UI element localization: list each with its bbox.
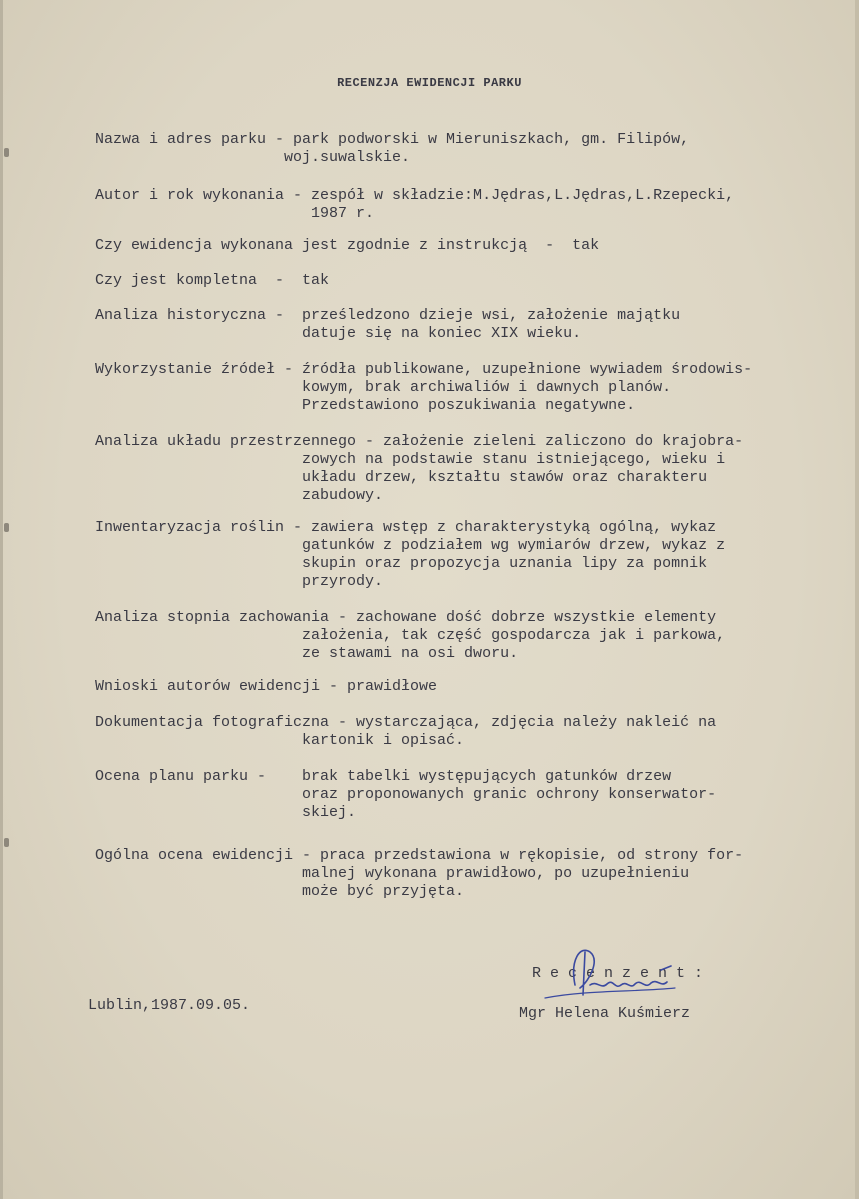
- entry-line: Ocena planu parku - brak tabelki występujących gatunków drzew: [95, 768, 672, 785]
- page-right-edge: [855, 0, 859, 1199]
- entry-line: Analiza stopnia zachowania - zachowane dość dobrze wszystkie elementy: [95, 609, 717, 626]
- entry-line: malnej wykonana prawidłowo, po uzupełnieniu: [95, 865, 690, 882]
- entry-line: skupin oraz propozycja uznania lipy za pomnik: [95, 555, 708, 572]
- handwritten-signature: [535, 940, 695, 1010]
- entry-line: kowym, brak archiwaliów i dawnych planów.: [95, 379, 672, 396]
- entry-line: może być przyjęta.: [95, 883, 465, 900]
- entry-line: Wnioski autorów ewidencji - prawidłowe: [95, 678, 438, 695]
- entry-line: gatunków z podziałem wg wymiarów drzew, wykaz z: [95, 537, 726, 554]
- entry-line: Czy jest kompletna - tak: [95, 272, 330, 289]
- entry-line: Czy ewidencja wykonana jest zgodnie z instrukcją - tak: [95, 237, 600, 254]
- entry-line: Autor i rok wykonania - zespół w składzie:M.Jędras,L.Jędras,L.Rzepecki,: [95, 187, 735, 204]
- entry-line: Analiza historyczna - prześledzono dzieje wsi, założenie majątku: [95, 307, 681, 324]
- entry-line: Nazwa i adres parku - park podworski w Mieruniszkach, gm. Filipów,: [95, 131, 690, 148]
- entry-line: założenia, tak część gospodarcza jak i parkowa,: [95, 627, 726, 644]
- entry-line: Inwentaryzacja roślin - zawiera wstęp z charakterystyką ogólną, wykaz: [95, 519, 717, 536]
- entry-line: oraz proponowanych granic ochrony konserwator-: [95, 786, 717, 803]
- entry-line: skiej.: [95, 804, 357, 821]
- document-title: RECENZJA EWIDENCJI PARKU: [337, 76, 522, 90]
- entry-line: Analiza układu przestrzennego - założenie zieleni zaliczono do krajobra-: [95, 433, 744, 450]
- entry-line: układu drzew, kształtu stawów oraz charakteru: [95, 469, 708, 486]
- entry-line: przyrody.: [95, 573, 384, 590]
- punch-hole-mark: [4, 148, 9, 157]
- place-date: Lublin,1987.09.05.: [88, 997, 251, 1014]
- entry-line: zowych na podstawie stanu istniejącego, wieku i: [95, 451, 726, 468]
- entry-line: Ogólna ocena ewidencji - praca przedstawiona w rękopisie, od strony for-: [95, 847, 744, 864]
- entry-line: woj.suwalskie.: [95, 149, 411, 166]
- entry-line: kartonik i opisać.: [95, 732, 465, 749]
- punch-hole-mark: [4, 523, 9, 532]
- reviewer-label: R e c e n z e n t :: [532, 965, 704, 982]
- entry-line: Dokumentacja fotograficzna - wystarczająca, zdjęcia należy nakleić na: [95, 714, 717, 731]
- entry-line: datuje się na koniec XIX wieku.: [95, 325, 582, 342]
- entry-line: 1987 r.: [95, 205, 375, 222]
- punch-hole-mark: [4, 838, 9, 847]
- entry-line: ze stawami na osi dworu.: [95, 645, 519, 662]
- reviewer-name: Mgr Helena Kuśmierz: [519, 1005, 691, 1022]
- entry-line: zabudowy.: [95, 487, 384, 504]
- page-left-edge: [0, 0, 3, 1199]
- entry-line: Przedstawiono poszukiwania negatywne.: [95, 397, 636, 414]
- entry-line: Wykorzystanie źródeł - źródła publikowane, uzupełnione wywiadem środowis-: [95, 361, 753, 378]
